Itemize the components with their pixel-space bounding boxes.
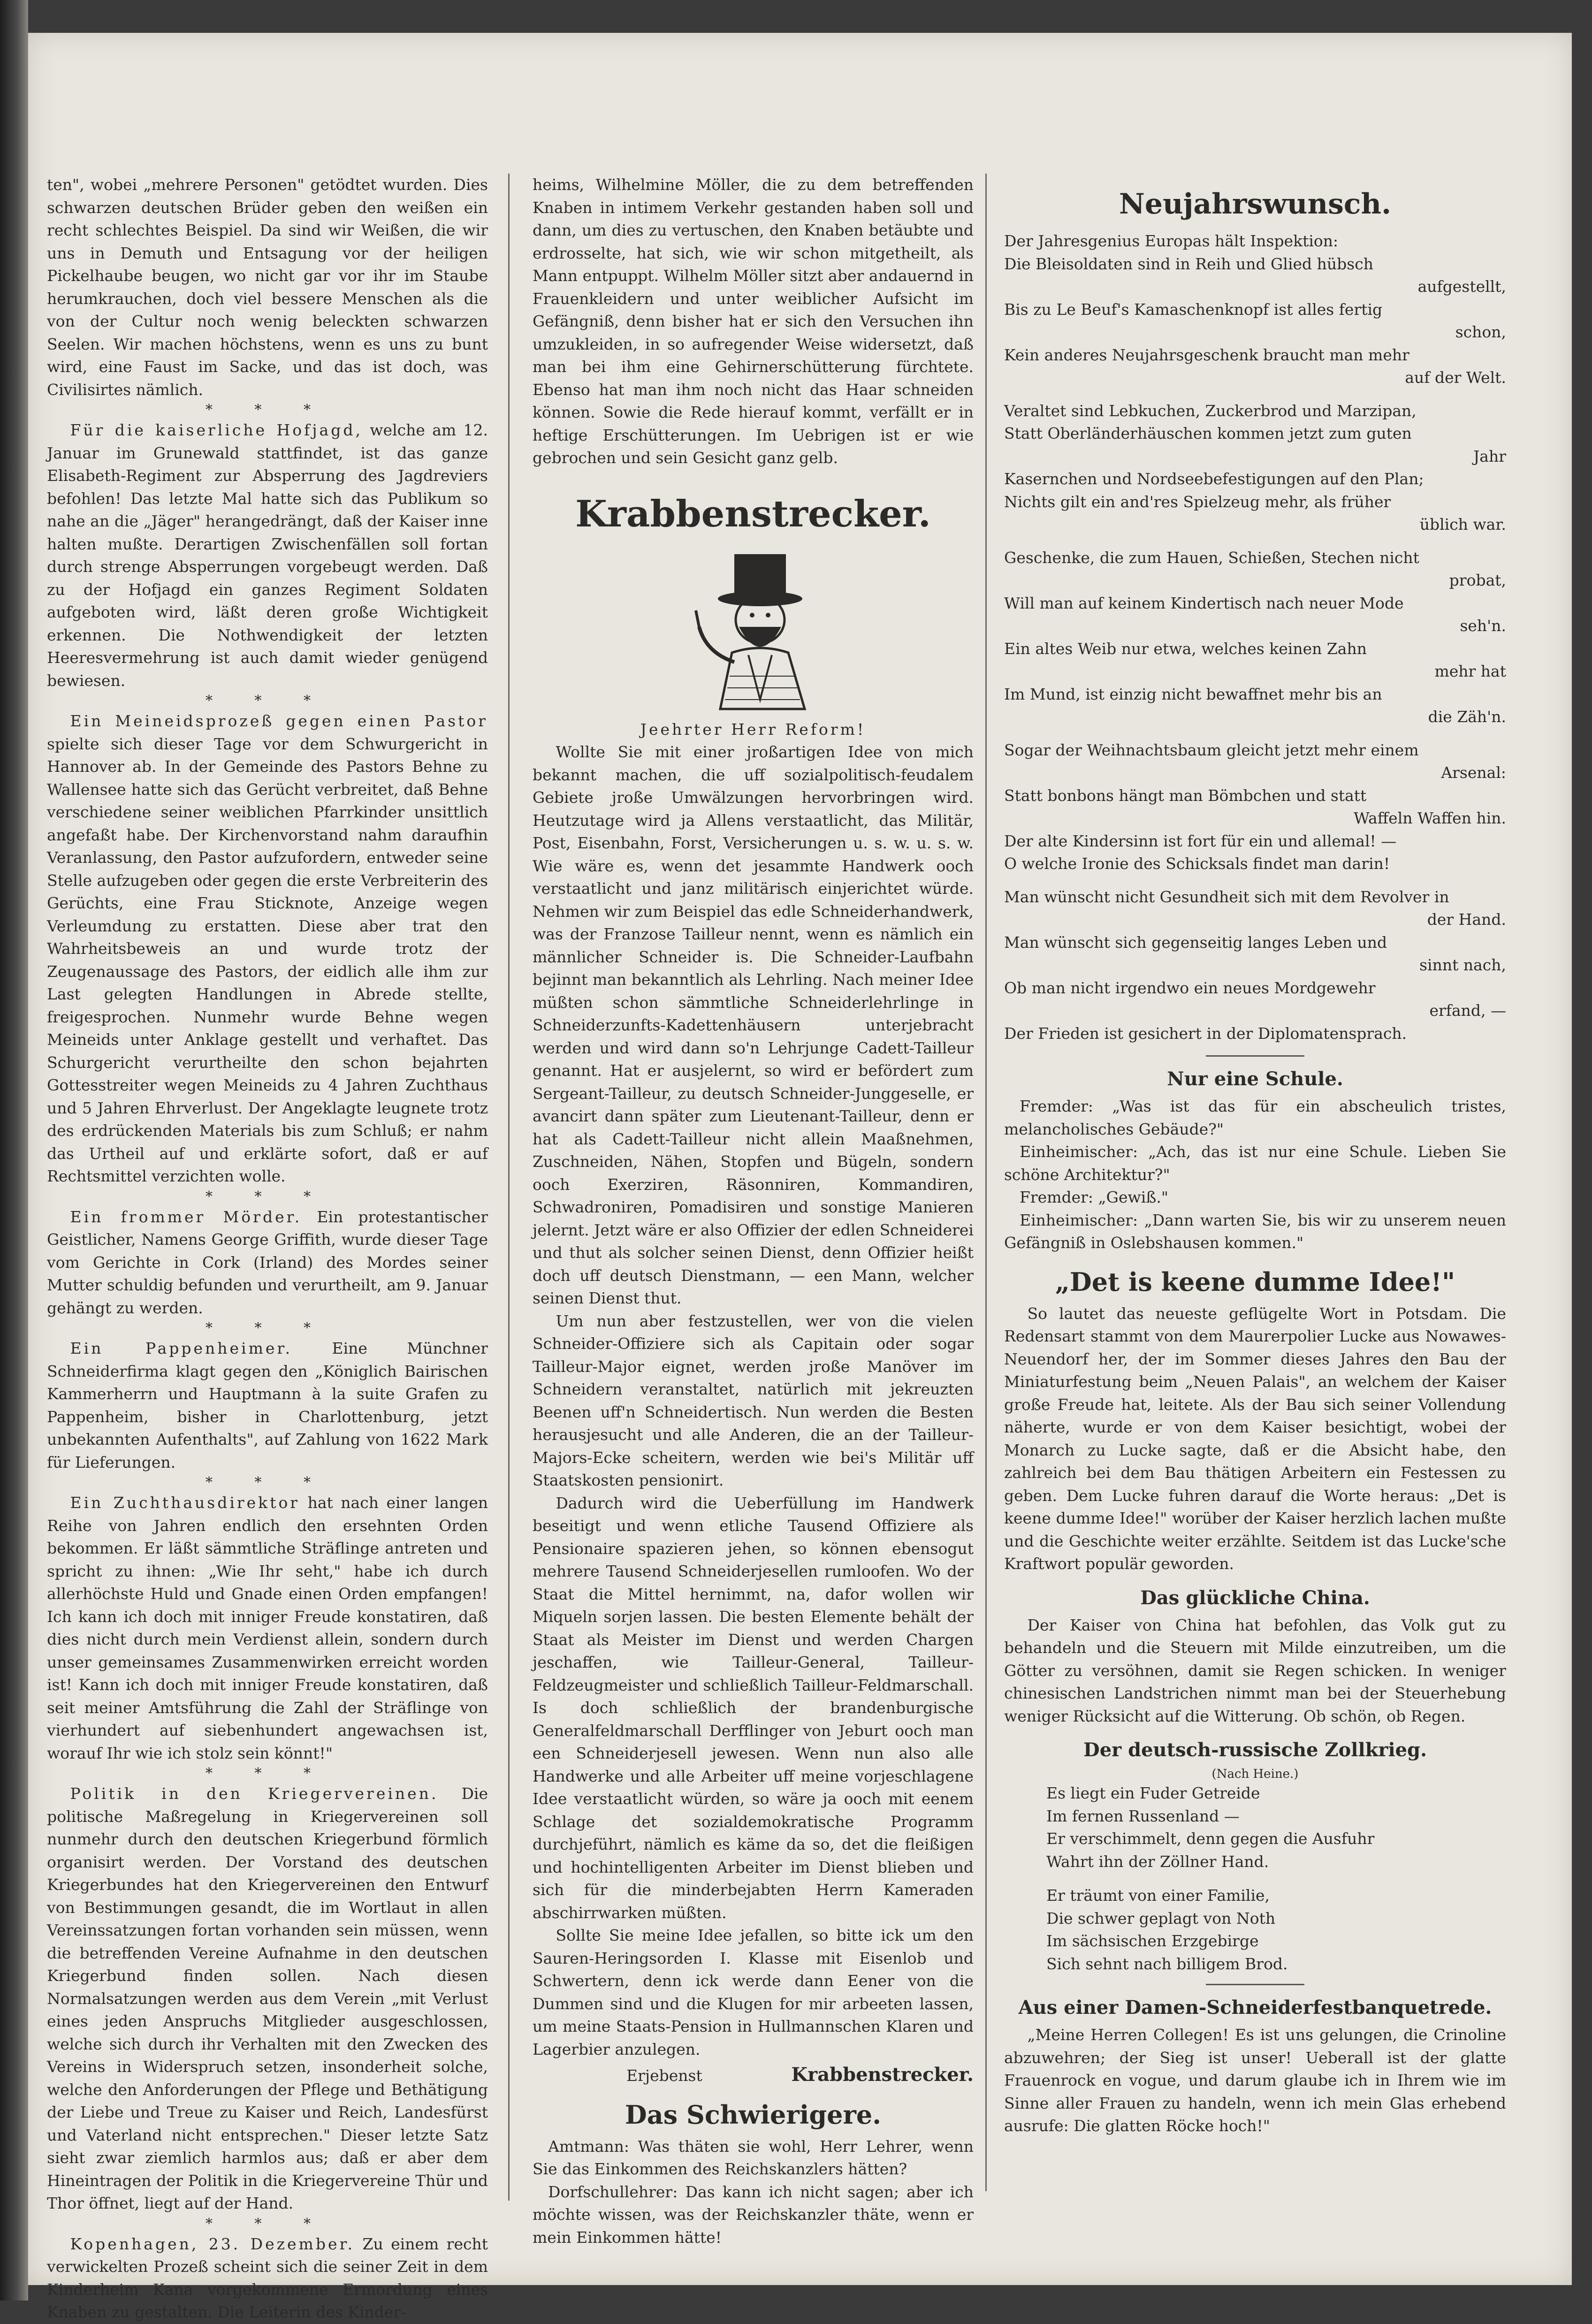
poem-line: Sogar der Weihnachtsbaum gleicht jetzt mehr einem — [1004, 740, 1419, 759]
dialogue-line: Dorfschullehrer: Das kann ich nicht sagen; aber ich möchte wissen, was der Reichskanzler thäte, wenn er mein Einkommen hätte! — [533, 2182, 974, 2247]
dialogue-schule — [1004, 1095, 1506, 1255]
dialogue-line: Einheimischer: „Ach, das ist nur eine Schule. Lieben Sie schöne Architektur?" — [1004, 1143, 1506, 1184]
newspaper-page — [28, 33, 1572, 2321]
section-title-schule: Nur eine Schule. — [1167, 1068, 1343, 1090]
letter-paragraph: Sollte Sie meine Idee jefallen, so bitte ick um den Sauren-Heringsorden I. Klasse mit Eisenlob und Schwertern, denn ick werde dann Eener von die Dummen sind und die Klugen for mir arbeeten lassen, um meine Staats-Pension in Hullmannschen Klaren und Lagerbier anzulegen. — [533, 1926, 974, 2058]
section-title-schwierigere: Das Schwierigere. — [625, 2099, 882, 2130]
column-rule-left — [508, 174, 510, 2201]
caricature-illustration — [655, 545, 852, 714]
letter-closing: Erjebenst — [626, 2066, 702, 2085]
poem-line: Im Mund, ist einzig nicht bewaffnet mehr bis an — [1004, 685, 1382, 703]
article-kriegervereine: Politik in den Kriegervereinen. Die politische Maßregelung in Kriegervereinen soll nunmehr durch den deutschen Kriegerbund förmlich organisirt werden. Der Vorstand des deutschen Kriegerbundes hat den Kriegervereinen den Entwurf von Bestimmungen gesandt, die im Wortlaut in allen Vereinssatzungen fortan vorhanden sein müssen, wenn die betreffenden Vereine Aufnahme in den deutschen Kriegerbund finden sollen. Nach diesen Normalsatzungen werden aus dem Verein „mit Verlust eines jeden Anspruchs Mitglieder ausgeschlossen, welche sich durch ihr Verhalten mit den Zwecken des Vereins in Widerspruch setzen, insonderheit solche, welche den Anforderungen der Pflege und Bethätigung der Liebe und Treue zu Kaiser und Reich, Landesfürst und Vaterland nicht entsprechen." Dieser letzte Satz sieht zwar ziemlich harmlos aus; daß er aber dem Hineintragen der Politik in die Kriegervereine Thür und Thor öffnet, liegt auf der Hand. — [47, 1784, 488, 2212]
section-title-damen-schneider: Aus einer Damen-Schneiderfestbanquetrede. — [1018, 1996, 1492, 2019]
poem-line: Der alte Kindersinn ist fort für ein und allemal! — — [1004, 831, 1397, 850]
separator-stars: * * * — [205, 1188, 330, 1205]
poem-line: Die Bleisoldaten sind in Reih und Glied hübsch — [1004, 254, 1373, 273]
poem-stanza — [1004, 739, 1506, 876]
article-lead: Ein Pappenheimer. — [70, 1339, 293, 1357]
poem-stanza — [1004, 547, 1506, 729]
poem-zollkrieg — [1004, 1782, 1506, 1975]
poem-line-continuation: Arsenal: — [1441, 763, 1506, 782]
poem-line: Wahrt ihn der Zöllner Hand. — [1046, 1852, 1269, 1871]
article-meineidsprozess: Ein Meineidsprozeß gegen einen Pastor spielte sich dieser Tage vor dem Schwurgericht in Hannover ab. In der Gemeinde des Pastors Behne zu Wallensee hatte sich das Gerücht verbreitet, daß Behne verschiedene seiner weiblichen Pfarrkinder unsittlich angefaßt habe. Der Kirchenvorstand nahm daraufhin Veranlassung, den Pastor aufzufordern, entweder seine Stelle aufzugeben oder gegen die erste Verbreiterin des Gerüchts, eine Frau Sticknote, Anzeige wegen Verleumdung zu erstatten. Diese aber trat den Wahrheitsbeweis an und wurde trotz der Zeugenaussage des Pastors, der eidlich alle ihm zur Last gelegten Handlungen in Abrede stellte, freigesprochen. Nunmehr wurde Behne wegen Meineids unter Anklage gestellt und verhaftet. Das Schurgericht verurtheilte den schon bejahrten Gottesstreiter wegen Meineids zu 4 Jahren Zuchthaus und 5 Jahren Ehrverlust. Der Angeklagte leugnete trotz des erdrückenden Materials bis zum Schluß; er nahm das Urtheil auf und erklärte sofort, daß er auf Rechtsmittel verzichten wolle. — [47, 712, 488, 1185]
poem-line: Bis zu Le Beuf's Kamaschenknopf ist alles fertig — [1004, 300, 1383, 319]
section-subtitle: (Nach Heine.) — [1211, 1767, 1299, 1781]
poem-line: Im sächsischen Erzgebirge — [1046, 1932, 1259, 1950]
separator-stars: * * * — [205, 693, 330, 709]
poem-line-continuation: Waffeln Waffen hin. — [1354, 809, 1506, 827]
poem-line-continuation: Jahr — [1473, 447, 1506, 465]
poem-line: Man wünscht sich gegenseitig langes Leben und — [1004, 933, 1387, 952]
poem-line: Ein altes Weib nur etwa, welches keinen Zahn — [1004, 639, 1367, 658]
poem-line: Man wünscht nicht Gesundheit sich mit dem Revolver in — [1004, 887, 1449, 906]
poem-line-continuation: probat, — [1449, 571, 1506, 589]
section-title-neujahrswunsch: Neujahrswunsch. — [1119, 188, 1391, 221]
separator-stars: * * * — [205, 1765, 330, 1782]
article-lead: Politik in den Kriegervereinen. — [70, 1784, 439, 1803]
article-zuchthausdirektor: Ein Zuchthausdirektor hat nach einer langen Reihe von Jahren endlich den ersehnten Orden bekommen. Er läßt sämmtliche Sträflinge antreten und spricht zu ihnen: „Wie Ihr seht," habe ich durch allerhöchste Huld und Gnade einen Orden empfangen! Ich kann ich doch mit inniger Freude konstatiren, daß dies nicht durch mein Verdienst allein, sondern durch unser gemeinsames Zusammenwirken erreicht worden ist! Kann ich doch mit inniger Freude konstatiren, daß seit meiner Amtsführung die Zahl der Sträflinge von vierhundert auf siebenhundert angewachsen ist, worauf Ihr wie ich stolz sein könnt!" — [47, 1493, 488, 1762]
poem-line-continuation: aufgestellt, — [1417, 277, 1506, 296]
column-rule-right — [985, 174, 987, 2191]
dialogue-line: Einheimischer: „Dann warten Sie, bis wir zu unserem neuen Gefängniß in Oslebshausen kommen." — [1004, 1211, 1506, 1252]
article-kopenhagen: Kopenhagen, 23. Dezember. Zu einem recht verwickelten Prozeß scheint sich die seiner Zeit in dem Kinderheim Kana vorgekommene Ermordung eines Knaben zu gestalten. Die Leiterin des Kinder- — [47, 2234, 488, 2321]
poem-line-continuation: erfand, — — [1429, 1001, 1506, 1020]
poem-stanza — [1004, 886, 1506, 1045]
column-right — [1004, 174, 1506, 2138]
poem-line: Er träumt von einer Familie, — [1046, 1886, 1270, 1905]
poem-line: Ob man nicht irgendwo ein neues Mordgewehr — [1004, 978, 1376, 997]
dialogue-line: Fremder: „Gewiß." — [1020, 1188, 1169, 1206]
letter-signature-line — [533, 2064, 974, 2088]
poem-line-continuation: seh'n. — [1460, 617, 1506, 635]
poem-line: Veraltet sind Lebkuchen, Zuckerbrod und Marzipan, — [1004, 401, 1417, 420]
poem-line-continuation: mehr hat — [1434, 662, 1506, 680]
article-dumme-idee: So lautet das neueste geflügelte Wort in Potsdam. Die Redensart stammt von dem Maurerpolier Lucke aus Nowawes-Neuendorf her, der im Sommer dieses Jahres den Bau der Miniaturfestung beim „Neuen Palais", an welchem der Kaiser große Freude hat, leitete. Als der Bau sich seiner Vollendung näherte, wurde er von dem Kaiser besichtigt, wobei der Monarch zu Lucke sagte, daß er die Absicht habe, den zahlreich bei dem Bau thätigen Arbeitern ein Festessen zu geben. Dem Lucke fuhren darauf die Worte heraus: „Det is keene dumme Idee!" worüber der Kaiser herzlich lachen mußte und die Geschichte weiter erzählte. Seitdem ist das Lucke'sche Kraftwort populär geworden. — [1004, 1304, 1506, 1573]
dialogue-line: Amtmann: Was thäten sie wohl, Herr Lehrer, wenn Sie das Einkommen des Reichskanzlers hätten? — [533, 2137, 974, 2178]
article-hofjagd: Für die kaiserliche Hofjagd, welche am 12. Januar im Grunewald stattfindet, ist das ganze Elisabeth-Regiment zur Absperrung des Jagdreviers befohlen! Das letzte Mal hatte sich das Publikum so nahe an die „Jäger" herangedrängt, daß der Kaiser inne halten mußte. Derartigen Zwischenfällen soll fortan durch strenge Absperrungen vorgebeugt werden. Daß zu der Hofjagd ein ganzes Regiment Soldaten aufgeboten wird, läßt deren große Wichtigkeit erkennen. Die Nothwendigkeit der letzten Heeresvermehrung ist auch damit wieder genügend bewiesen. — [47, 421, 488, 690]
article-damen-schneider: „Meine Herren Collegen! Es ist uns gelungen, die Crinoline abzuwehren; der Sieg ist unser! Ueberall ist der glatte Frauenrock en vogue, und darum glaube ich in Ihrem wie im Sinne aller Frauen zu handeln, wenn ich mein Glas erhebend ausrufe: Die glatten Röcke hoch!" — [1004, 2026, 1506, 2135]
poem-line: Kein anderes Neujahrsgeschenk braucht man mehr — [1004, 345, 1409, 364]
separator-stars: * * * — [205, 2215, 330, 2232]
poem-line: Nichts gilt ein and'res Spielzeug mehr, als früher — [1004, 492, 1391, 511]
section-title-china: Das glückliche China. — [1140, 1586, 1370, 1609]
dialogue-line: Fremder: „Was ist das für ein abscheulich tristes, melancholisches Gebäude?" — [1004, 1097, 1506, 1138]
poem-line: Statt Oberländerhäuschen kommen jetzt zum guten — [1004, 424, 1412, 442]
poem-line: Statt bonbons hängt man Bömbchen und statt — [1004, 786, 1367, 805]
separator-stars: * * * — [205, 1320, 330, 1336]
poem-line: Es liegt ein Fuder Getreide — [1046, 1784, 1260, 1802]
article-china: Der Kaiser von China hat befohlen, das Volk gut zu behandeln und die Steuern mit Milde einzutreiben, um die Götter zu versöhnen, damit sie Regen schicken. In weniger chinesischen Landstrichen nimmt man bei der Steuerhebung weniger Rücksicht auf die Witterung. Ob schön, ob Regen. — [1004, 1615, 1506, 1725]
letter-paragraph: Um nun aber festzustellen, wer von die vielen Schneider-Offiziere sich als Capitain oder sogar Tailleur-Major eignet, werden jroße Manöver im Schneidern veranstaltet, natürlich mit jekreuzten Beenen uff'n Schneidertisch. Nun werden die Besten herausjesucht und alle Anderen, die an der Tailleur-Majors-Ecke scheitern, werden wie bei's Militär uff Staatskosten pensionirt. — [533, 1311, 974, 1489]
poem-line: Geschenke, die zum Hauen, Schießen, Stechen nicht — [1004, 548, 1419, 567]
poem-neujahrswunsch — [1004, 230, 1506, 1045]
poem-line: O welche Ironie des Schicksals findet man darin! — [1004, 854, 1390, 873]
poem-line-continuation: auf der Welt. — [1405, 368, 1506, 387]
article-continued: heims, Wilhelmine Möller, die zu dem betreffenden Knaben in intimem Verkehr gestanden haben soll und dann, um dies zu vertuschen, den Knaben betäubte und erdrosselte, hat sich, wie wir schon mitgetheilt, als Mann entpuppt. Wilhelm Möller sitzt aber andauernd in Frauenkleidern und unter weiblicher Aufsicht im Gefängniß, denn bisher hat er sich den Versuchen ihn umzukleiden, in so aufregender Weise widersetzt, daß man bei ihm eine Gehirnerschütterung fürchtete. Ebenso hat man ihm noch nicht das Haar schneiden können. Sowie die Rede hierauf kommt, verfällt er in heftige Erschütterungen. Im Uebrigen ist er wie gebrochen und sein Gesicht ganz gelb. — [533, 175, 974, 467]
article-lead: Für die kaiserliche Hofjagd, — [70, 421, 363, 439]
separator-stars: * * * — [205, 1474, 330, 1491]
poem-line: Er verschimmelt, denn gegen die Ausfuhr — [1046, 1829, 1375, 1848]
article-frommer-moerder: Ein frommer Mörder. Ein protestantischer Geistlicher, Namens George Griffith, wurde dieser Tage vom Gerichte in Cork (Irland) des Mordes seiner Mutter schuldig befunden und verurtheilt, am 9. Januar gehängt zu werden. — [47, 1207, 488, 1317]
section-title-krabbenstrecker: Krabbenstrecker. — [575, 492, 931, 535]
letter-salutation: Jeehrter Herr Reform! — [640, 720, 866, 739]
letter-paragraph: Dadurch wird die Ueberfüllung im Handwerk beseitigt und wenn etliche Tausend Offiziere als Pensionaire spazieren jehen, so können ebensogut mehrere Tausend Schneiderjesellen rumloofen. Wo der Staat die Mittel hernimmt, na, dafor wollen wir Miqueln sorjen lassen. Die besten Elemente behält der Staat als Meister im Dienst und werden Chargen jeschaffen, wie Tailleur-General, Tailleur-Feldzeugmeister und schließlich Tailleur-Feldmarschall. Is doch schließlich der brandenburgische Generalfeldmarschall Derfflinger von Jeburt ooch man een Schneiderjesell jewesen. Wenn nun also alle Handwerke und alle Arbeiter uff meine vorjeschlagene Idee verstaatlicht würden, so wäre ja ooch mit eenem Schlage det sozialdemokratische Programm durchjeführt, nämlich es käme da so, det die fleißigen und hochintelligenten Arbeiter im Dienst blieben und sich für die minderbejabten Herrn Kameraden abschirrwarken müßten. — [533, 1493, 974, 1922]
poem-line: Im fernen Russenland — — [1046, 1806, 1240, 1825]
poem-line: Die schwer geplagt von Noth — [1046, 1909, 1276, 1928]
poem-line: Der Frieden ist gesichert in der Diplomatensprach. — [1004, 1024, 1407, 1043]
separator-stars: * * * — [205, 402, 330, 418]
section-divider — [1206, 1055, 1304, 1057]
poem-line-continuation: sinnt nach, — [1419, 956, 1506, 974]
column-left — [47, 174, 488, 2324]
poem-line-continuation: der Hand. — [1427, 910, 1506, 929]
article-lead: Ein frommer Mörder. — [70, 1207, 302, 1226]
poem-line-continuation: üblich war. — [1419, 515, 1506, 533]
article-lead: Ein Meineidsprozeß gegen einen Pastor — [70, 712, 488, 730]
poem-line: Der Jahresgenius Europas hält Inspektion: — [1004, 232, 1339, 250]
article-pappenheimer: Ein Pappenheimer. Eine Münchner Schneiderfirma klagt gegen den „Königlich Bairischen Kammerherrn und Hauptmann à la suite Grafen zu Pappenheim, bisher in Charlottenburg, jetzt unbekannten Aufenthalts", auf Zahlung von 1622 Mark für Lieferungen. — [47, 1339, 488, 1471]
article-continued: ten", wobei „mehrere Personen" getödtet wurden. Dies schwarzen deutschen Brüder geben den weißen ein recht schlechtes Beispiel. Da sind wir Weißen, die wir uns in Demuth und Entsagung vor der heiligen Pickelhaube beugen, wo nicht gar vor ihr im Staube herumkrauchen, doch viel bessere Menschen als die von der Cultur noch wenig beleckten schwarzen Seelen. Wir machen höchstens, wenn es uns zu bunt wird, eine Faust im Sacke, und das ist doch, was Civilisirtes nämlich. — [47, 175, 488, 399]
dialogue — [533, 2135, 974, 2249]
article-lead: Ein Zuchthausdirektor — [70, 1493, 300, 1512]
poem-stanza — [1004, 400, 1506, 536]
section-title-dumme-idee: „Det is keene dumme Idee!" — [1055, 1266, 1455, 1297]
poem-stanza — [1004, 230, 1506, 389]
poem-line: Will man auf keinem Kindertisch nach neuer Mode — [1004, 594, 1404, 612]
poem-line-continuation: schon, — [1455, 323, 1506, 341]
letter-signature: Krabbenstrecker. — [791, 2064, 974, 2086]
poem-line: Kasernchen und Nordseebefestigungen auf den Plan; — [1004, 470, 1424, 488]
section-divider — [1206, 1984, 1304, 1985]
article-lead: Kopenhagen, 23. Dezember. — [70, 2234, 355, 2253]
poem-line: Sich sehnt nach billigem Brod. — [1046, 1954, 1288, 1973]
binding-gutter — [0, 0, 28, 2301]
letter-paragraph: Wollte Sie mit einer jroßartigen Idee von mich bekannt machen, die uff sozialpolitisch-feudalem Gebiete jroße Umwälzungen hervorbringen wird. Heutzutage wird ja Allens verstaatlicht, das Militär, Post, Eisenbahn, Forst, Versicherungen u. s. w. u. s. w. Wie wäre es, wenn det jesammte Handwerk ooch verstaatlicht und janz militärisch einjerichtet würde. Nehmen wir zum Beispiel das edle Schneiderhandwerk, was der Franzose Tailleur nennt, wenn es nämlich ein männlicher Schneider is. Die Schneider-Laufbahn bejinnt man bekanntlich als Lehrling. Nach meiner Idee müßten schon sämmtliche Schneiderlehrlinge in Schneiderzunfts-Kadettenhäusern unterjebracht werden und wird dann so'n Lehrjunge Cadett-Tailleur genannt. Hat er ausjelernt, so wird er befördert zum Sergeant-Tailleur, zu deutsch Schneider-Junggeselle, er avancirt dann später zum Lieutenant-Tailleur, denn er hat als Cadett-Tailleur nicht allein Maaßnehmen, Zuschneiden, Nähen, Stopfen und Bügeln, sondern ooch Exerziren, Räsonniren, Kommandiren, Schwadroniren, Pomadisiren und sonstige Manieren jelernt. Jetzt wäre er also Offizier der edlen Schneiderei und thut als solcher seinen Dienst, denn Offizier heißt doch uff deutsch Dienstmann, — een Mann, welcher seinen Dienst thut. — [533, 743, 974, 1307]
column-middle — [533, 174, 974, 2249]
poem-line-continuation: die Zäh'n. — [1428, 708, 1506, 726]
section-title-zollkrieg: Der deutsch-russische Zollkrieg. — [1083, 1739, 1427, 1761]
